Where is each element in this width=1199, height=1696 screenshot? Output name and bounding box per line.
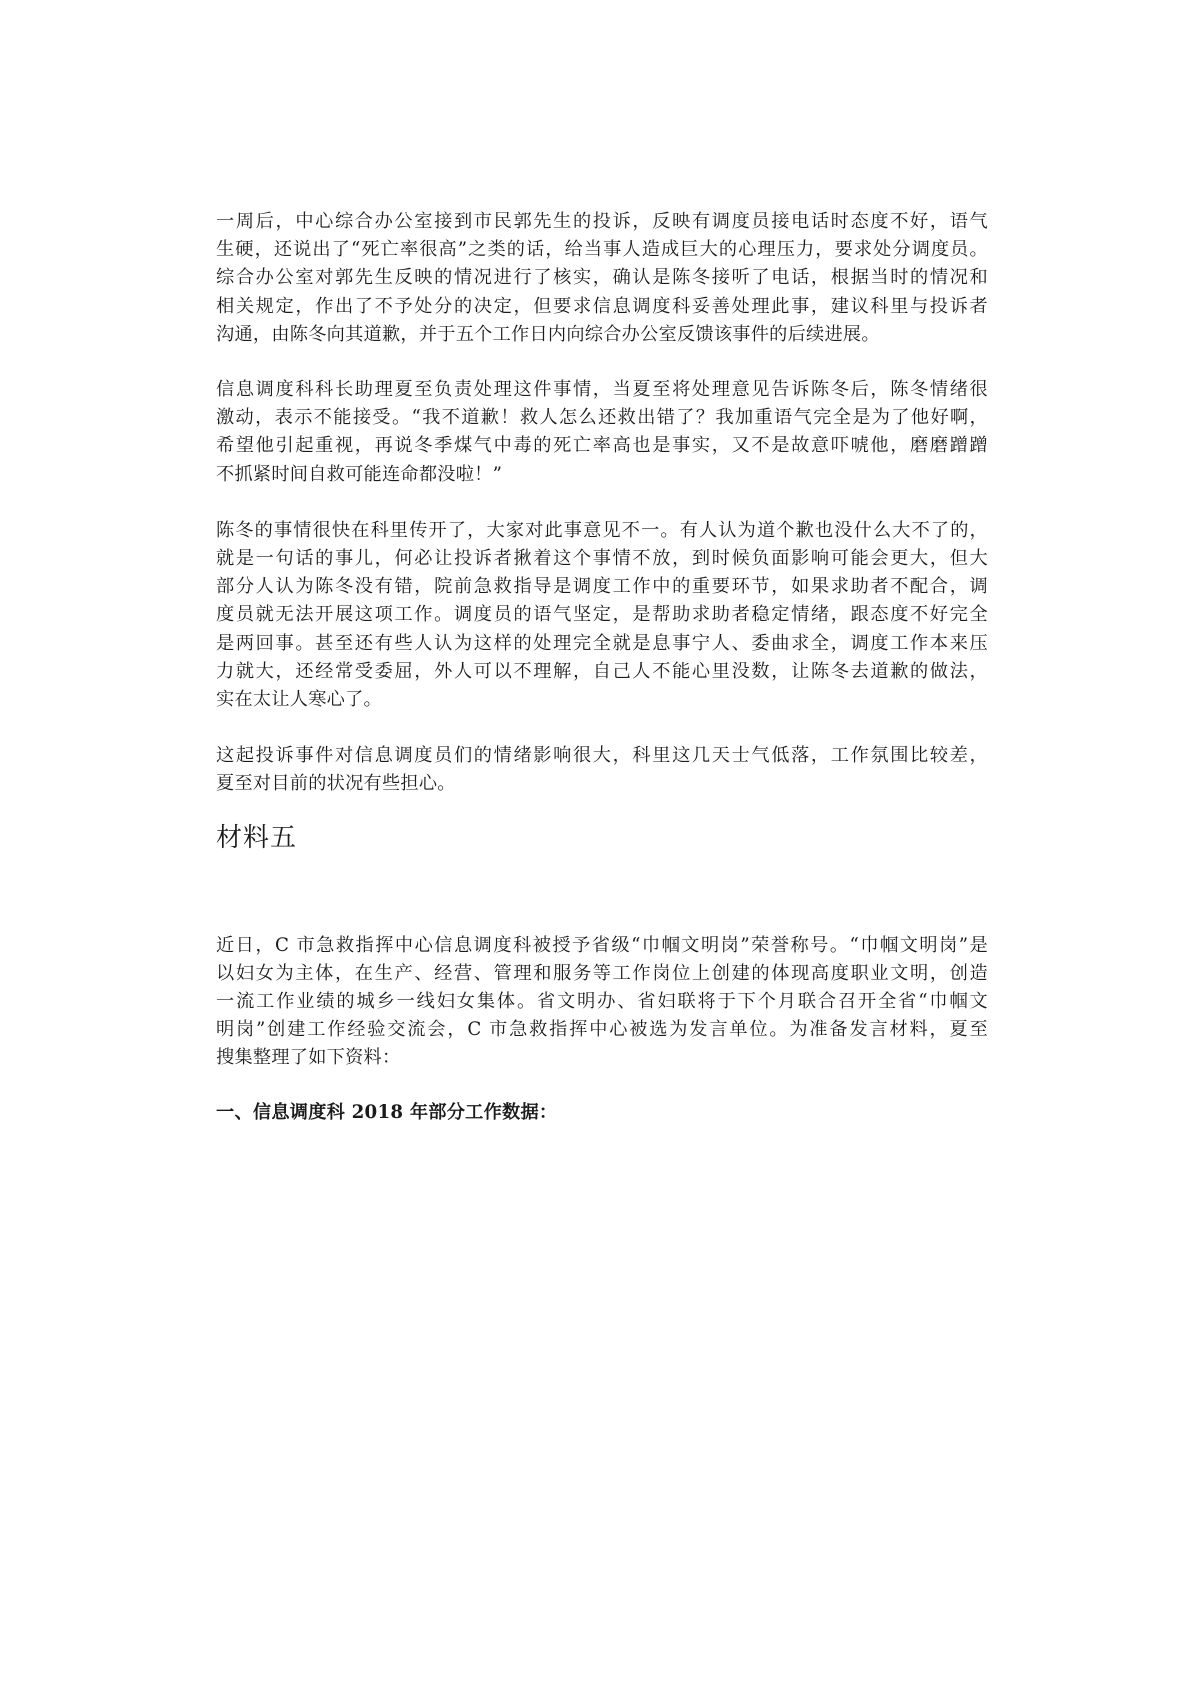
text-line: 沟通，由陈冬向其道歉，并于五个工作日内向综合办公室反馈该事件的后续进展。	[216, 323, 880, 345]
sub-heading-work-data: 一、信息调度科 2018 年部分工作数据：	[216, 1101, 558, 1123]
text-line: 度员就无法开展这项工作。调度员的语气坚定，是帮助求助者稳定情绪，跟态度不好完全	[216, 604, 988, 626]
text-line: 力就大，还经常受委屈，外人可以不理解，自己人不能心里没数，让陈冬去道歉的做法，	[216, 660, 988, 682]
text-line: 不抓紧时间自救可能连命都没啦！”	[216, 463, 503, 485]
text-line: 部分人认为陈冬没有错，院前急救指导是调度工作中的重要环节，如果求助者不配合，调	[216, 576, 988, 598]
text-line: 生硬，还说出了“死亡率很高”之类的话，给当事人造成巨大的心理压力，要求处分调度员。	[216, 239, 988, 261]
text-line: 陈冬的事情很快在科里传开了，大家对此事意见不一。有人认为道个歉也没什么大不了的，	[216, 519, 988, 541]
document-body	[216, 208, 988, 1127]
text-line: 近日，C 市急救指挥中心信息调度科被授予省级“巾帼文明岗”荣誉称号。“巾帼文明岗”是	[216, 934, 988, 956]
paragraph-morale	[216, 742, 988, 798]
text-line: 是两回事。甚至还有些人认为这样的处理完全就是息事宁人、委曲求全，调度工作本来压	[216, 632, 988, 654]
text-line: 综合办公室对郭先生反映的情况进行了核实，确认是陈冬接听了电话，根据当时的情况和	[216, 267, 988, 289]
text-line: 一周后，中心综合办公室接到市民郭先生的投诉，反映有调度员接电话时态度不好，语气	[216, 211, 988, 232]
section-heading: 材料五	[216, 822, 298, 853]
text-line: 希望他引起重视，再说冬季煤气中毒的死亡率高也是事实，又不是故意吓唬他，磨磨蹭蹭	[216, 435, 988, 457]
paragraph-honor-award	[216, 932, 988, 1073]
text-line: 以妇女为主体，在生产、经营、管理和服务等工作岗位上创建的体现高度职业文明，创造	[216, 962, 988, 984]
paragraph-team-opinions	[216, 517, 988, 714]
text-line: 信息调度科科长助理夏至负责处理这件事情，当夏至将处理意见告诉陈冬后，陈冬情绪很	[216, 379, 988, 401]
text-line: 就是一句话的事儿，何必让投诉者揪着这个事情不放，到时候负面影响可能会更大，但大	[216, 548, 988, 570]
text-line: 相关规定，作出了不予处分的决定，但要求信息调度科妥善处理此事，建议科里与投诉者	[216, 295, 988, 317]
paragraph-complaint	[216, 208, 988, 349]
text-line: 明岗”创建工作经验交流会，C 市急救指挥中心被选为发言单位。为准备发言材料，夏至	[216, 1019, 988, 1041]
text-line: 实在太让人寒心了。	[216, 689, 382, 711]
text-line: 一流工作业绩的城乡一线妇女集体。省文明办、省妇联将于下个月联合召开全省“巾帼文	[216, 991, 988, 1013]
text-line: 夏至对目前的状况有些担心。	[216, 773, 456, 795]
text-line: 激动，表示不能接受。“我不道歉！救人怎么还救出错了？我加重语气完全是为了他好啊，	[216, 407, 988, 429]
paragraph-chen-dong-reaction	[216, 376, 988, 489]
text-line: 这起投诉事件对信息调度员们的情绪影响很大，科里这几天士气低落，工作氛围比较差，	[216, 745, 988, 767]
text-line: 搜集整理了如下资料：	[216, 1047, 401, 1069]
